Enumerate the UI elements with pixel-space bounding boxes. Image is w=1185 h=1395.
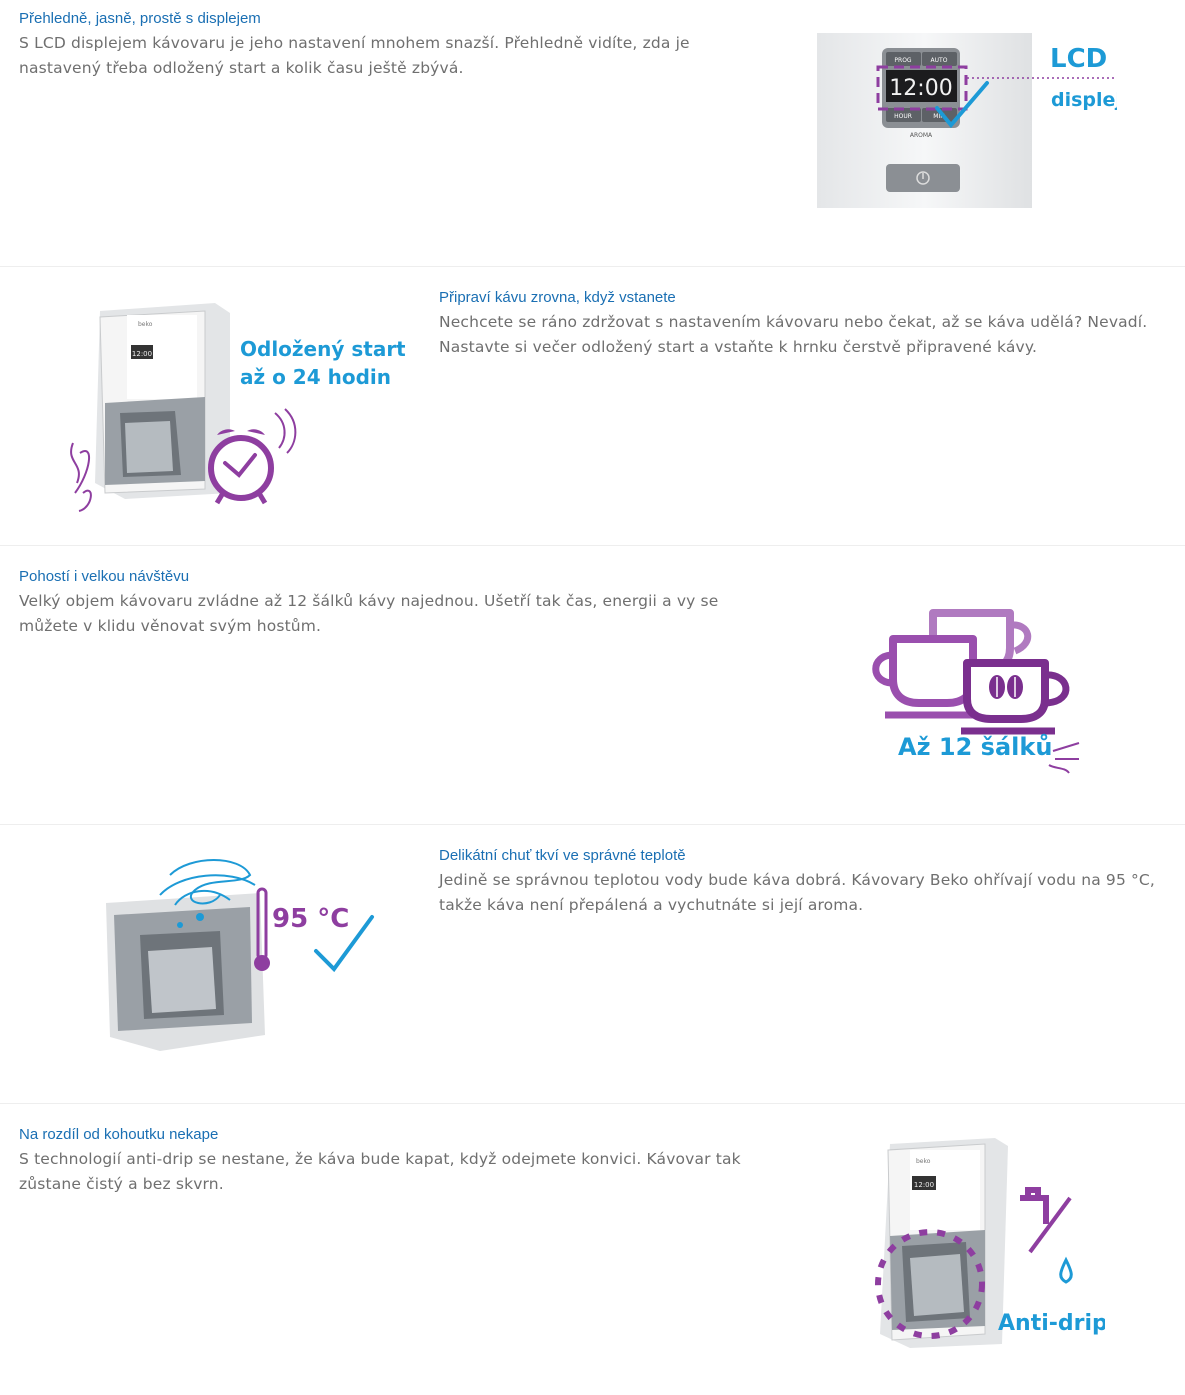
lcd-illustration — [817, 33, 1117, 213]
anti-drip-illustration — [870, 1134, 1105, 1366]
aroma-label: AROMA — [909, 132, 933, 139]
section-heading: Připraví kávu zrovna, když vstanete — [439, 289, 676, 306]
section-body: Nechcete se ráno zdržovat s nastavením kávovaru nebo čekat, až se káva udělá? Nevadí. Nastavte si večer odložený start a vstaňte k hrnku čerstvě připravené kávy. — [439, 313, 1148, 356]
anti-drip-label: Anti-drip — [998, 1311, 1105, 1336]
feature-section-capacity — [0, 558, 1185, 837]
lcd-label-sub: displej — [1051, 89, 1117, 111]
section-heading: Pohostí i velkou návštěvu — [19, 568, 190, 585]
section-body: S LCD displejem kávovaru je jeho nastavení mnohem snazší. Přehledně vidíte, zda je nastavený třeba odložený start a kolik času ještě zbývá. — [19, 34, 690, 77]
lcd-time: 12:00 — [889, 76, 953, 101]
hour-button-label: HOUR — [894, 113, 912, 120]
coffee-cups-icon — [865, 603, 1090, 778]
lcd-panel-icon — [817, 33, 1117, 213]
section-body: Velký objem kávovaru zvládne až 12 šálků kávy najednou. Ušetří tak čas, energii a vy se můžete v klidu věnovat svým hostům. — [19, 592, 719, 635]
delayed-start-label: Odložený start — [240, 337, 405, 361]
prog-button-label: PROG — [894, 57, 912, 64]
feature-section-lcd — [0, 0, 1185, 279]
section-heading: Delikátní chuť tkví ve správné teplotě — [439, 847, 686, 864]
capacity-illustration — [865, 603, 1090, 778]
coffee-maker-icon — [106, 893, 265, 1051]
capacity-label: Až 12 šálků — [898, 733, 1053, 761]
coffee-maker-icon — [878, 1138, 1008, 1348]
auto-button-label: AUTO — [930, 57, 948, 64]
water-drop-icon — [1061, 1260, 1072, 1282]
section-heading: Na rozdíl od kohoutku nekape — [19, 1126, 219, 1143]
brand-logo: beko — [138, 321, 153, 328]
section-heading: Přehledně, jasně, prostě s displejem — [19, 10, 261, 27]
section-body: S technologií anti-drip se nestane, že káva bude kapat, když odejmete konvici. Kávovar tak zůstane čistý a bez skvrn. — [19, 1150, 741, 1193]
temperature-illustration — [100, 855, 385, 1055]
brand-logo: beko — [916, 1158, 931, 1165]
maker-time: 12:00 — [913, 1181, 935, 1189]
feature-section-delayed-start — [0, 279, 1185, 558]
delayed-start-illustration — [65, 293, 405, 523]
feature-section-anti-drip — [0, 1116, 1185, 1395]
section-body: Jedině se správnou teplotou vody bude káva dobrá. Kávovary Beko ohřívají vodu na 95 °C, takže káva není přepálená a vychutnáte si její aroma. — [439, 871, 1155, 914]
section-divider — [0, 545, 1185, 546]
maker-time: 12:00 — [131, 350, 153, 358]
delayed-start-label-sub: až o 24 hodin — [240, 365, 391, 389]
section-divider — [0, 824, 1185, 825]
section-divider — [0, 1103, 1185, 1104]
section-divider — [0, 266, 1185, 267]
lcd-label: LCD — [1050, 44, 1108, 74]
min-button-label: MIN — [933, 113, 945, 120]
feature-section-temperature — [0, 837, 1185, 1116]
temperature-label: 95 °C — [272, 904, 350, 934]
faucet-icon — [1020, 1190, 1070, 1252]
